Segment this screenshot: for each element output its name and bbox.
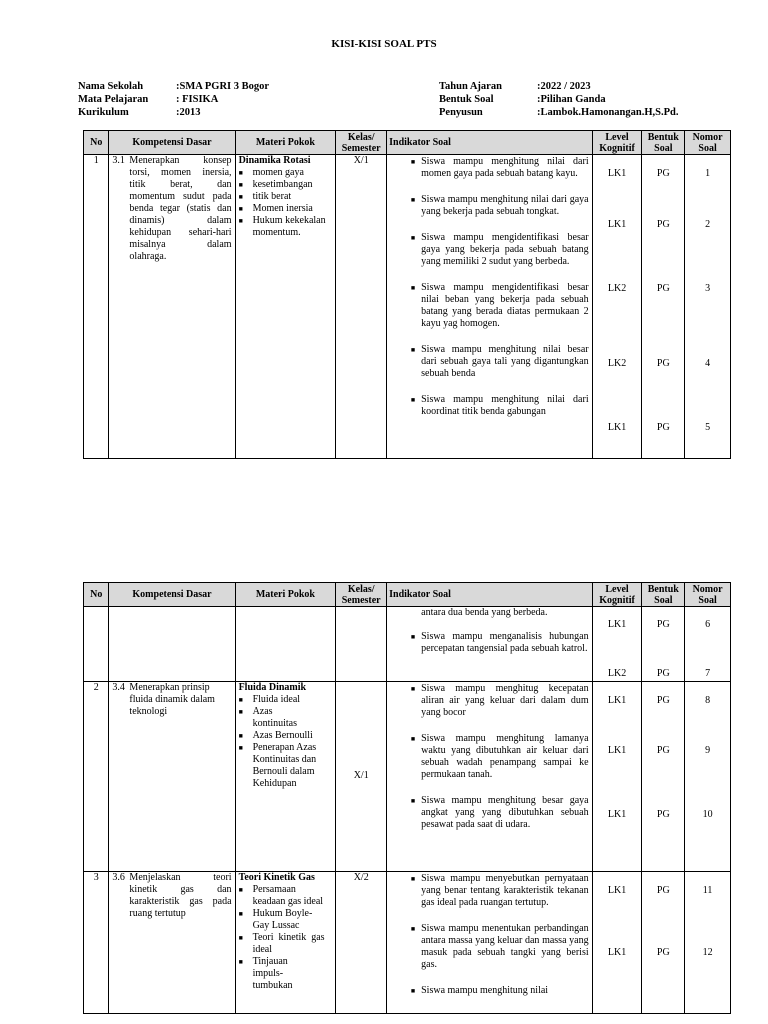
level-value: LK1 bbox=[607, 168, 627, 179]
info-label: Mata Pelajaran bbox=[78, 94, 149, 105]
header-level: Level Kognitif bbox=[592, 583, 642, 607]
indikator-cell bbox=[387, 682, 592, 872]
kd-cell bbox=[109, 682, 235, 872]
list-item bbox=[390, 683, 588, 719]
list-item bbox=[239, 179, 333, 191]
level-value: LK2 bbox=[607, 283, 627, 294]
list-item bbox=[239, 730, 333, 742]
table-row bbox=[84, 155, 731, 459]
list-item bbox=[390, 733, 588, 781]
header-nomor: Nomor Soal bbox=[685, 583, 731, 607]
table-header-row bbox=[84, 131, 731, 155]
materi-item: Azas Bernoulli bbox=[252, 730, 313, 741]
bullet-icon: ■ bbox=[238, 205, 243, 213]
bentuk-value: PG bbox=[656, 168, 670, 179]
info-label: Tahun Ajaran bbox=[439, 81, 502, 92]
materi-cell bbox=[235, 607, 336, 682]
list-item bbox=[390, 232, 588, 268]
info-right bbox=[439, 80, 679, 119]
bullet-icon: ■ bbox=[410, 396, 416, 404]
materi-item: Azas kontinuitas bbox=[252, 706, 298, 729]
header-kd: Kompetensi Dasar bbox=[109, 131, 235, 155]
indikator-text: Siswa mampu menentukan perbandingan antara massa yang keluar dan massa yang masuk pada sebuah tangki yang berisi gas. bbox=[421, 923, 589, 970]
list-item bbox=[239, 191, 333, 203]
header-no: No bbox=[84, 583, 109, 607]
bullet-icon: ■ bbox=[410, 234, 416, 242]
bentuk-value: PG bbox=[656, 745, 670, 756]
level-value: LK1 bbox=[607, 947, 627, 958]
list-item bbox=[390, 873, 588, 909]
indikator-text: Siswa mampu menganalisis hubungan percepatan tangensial pada sebuah katrol. bbox=[421, 631, 589, 654]
kd-text: Menerapkan prinsip fluida dinamik dalam teknologi bbox=[129, 682, 215, 717]
level-value: LK1 bbox=[607, 885, 627, 896]
list-item bbox=[390, 631, 588, 655]
header-nomor: Nomor Soal bbox=[685, 131, 731, 155]
kelas-cell: X/2 bbox=[336, 872, 387, 1014]
kd-cell bbox=[109, 607, 235, 682]
nomor-cell bbox=[685, 155, 731, 459]
kelas-cell bbox=[336, 682, 387, 872]
materi-item: Penerapan Azas Kontinuitas dan Bernouli dalam Kehidupan bbox=[252, 742, 317, 789]
bullet-icon: ■ bbox=[410, 196, 416, 204]
info-label: Penyusun bbox=[439, 107, 483, 118]
bullet-icon: ■ bbox=[410, 987, 416, 995]
materi-title: Teori Kinetik Gas bbox=[238, 872, 315, 883]
info-value: :Lambok.Hamonangan.H,S.Pd. bbox=[537, 107, 679, 118]
nomor-value: 5 bbox=[705, 422, 711, 433]
materi-cell bbox=[235, 682, 336, 872]
indikator-text: Siswa mampu menghitug kecepatan aliran air yang keluar dari dalam dum yang bocor bbox=[421, 683, 589, 718]
bullet-icon: ■ bbox=[238, 958, 243, 966]
list-item bbox=[239, 167, 333, 179]
materi-title: Fluida Dinamik bbox=[238, 682, 307, 693]
bentuk-value: PG bbox=[656, 422, 670, 433]
bullet-icon: ■ bbox=[238, 181, 243, 189]
kisi-table-page-1 bbox=[83, 130, 731, 459]
row-no: 3 bbox=[84, 872, 109, 1014]
indikator-text: Siswa mampu menghitung nilai dari koordinat titik benda gabungan bbox=[421, 394, 589, 417]
bullet-icon: ■ bbox=[238, 169, 243, 177]
materi-cell bbox=[235, 155, 336, 459]
bullet-icon: ■ bbox=[410, 346, 416, 354]
header-materi: Materi Pokok bbox=[235, 131, 336, 155]
nomor-value: 7 bbox=[705, 668, 711, 679]
info-row-year bbox=[439, 80, 679, 93]
materi-item: Persamaan keadaan gas ideal bbox=[252, 884, 324, 907]
nomor-value: 9 bbox=[705, 745, 711, 756]
list-item bbox=[390, 156, 588, 180]
list-item bbox=[390, 282, 588, 330]
bentuk-value: PG bbox=[656, 619, 670, 630]
list-item bbox=[239, 203, 333, 215]
header-level: Level Kognitif bbox=[592, 131, 642, 155]
kelas-value: X/1 bbox=[353, 770, 369, 781]
document-title: KISI-KISI SOAL PTS bbox=[331, 38, 437, 50]
level-cell bbox=[592, 682, 642, 872]
bullet-icon: ■ bbox=[238, 886, 243, 894]
kd-number: 3.1 bbox=[112, 155, 125, 166]
kisi-table-page-2 bbox=[83, 582, 731, 1014]
kelas-cell: X/1 bbox=[336, 155, 387, 459]
bentuk-value: PG bbox=[656, 809, 670, 820]
indikator-text: Siswa mampu menghitung besar gaya angkat yang yang dibutuhkan sebuah pesawat pada saat di udara. bbox=[421, 795, 589, 830]
nomor-value: 1 bbox=[705, 168, 711, 179]
level-value: LK1 bbox=[607, 809, 627, 820]
list-item bbox=[390, 344, 588, 380]
nomor-value: 10 bbox=[702, 809, 713, 820]
header-materi: Materi Pokok bbox=[235, 583, 336, 607]
header-kd: Kompetensi Dasar bbox=[109, 583, 235, 607]
list-item bbox=[390, 795, 588, 831]
nomor-value: 3 bbox=[705, 283, 711, 294]
nomor-value: 12 bbox=[702, 947, 713, 958]
info-row-subject bbox=[78, 93, 269, 106]
bullet-icon: ■ bbox=[238, 193, 243, 201]
row-no: 1 bbox=[84, 155, 109, 459]
kd-number: 3.6 bbox=[112, 872, 125, 883]
indikator-text: Siswa mampu menghitung nilai dari momen gaya pada sebuah batang kayu. bbox=[421, 156, 589, 179]
info-value: :Pilihan Ganda bbox=[537, 94, 606, 105]
bullet-icon: ■ bbox=[238, 934, 243, 942]
list-item bbox=[239, 956, 333, 992]
info-left bbox=[78, 80, 269, 119]
indikator-text: Siswa mampu menghitung lamanya waktu yang dibutuhkan air keluar dari sebuah wadah penampang sampai ke permukaan tanah. bbox=[421, 733, 589, 780]
bullet-icon: ■ bbox=[410, 633, 416, 641]
level-cell bbox=[592, 872, 642, 1014]
list-item bbox=[239, 694, 333, 706]
kd-text: Menerapkan konsep torsi, momen inersia, titik berat, dan momentum sudut pada benda tegar (statis dan dinamis) dalam kehidupan sehari-hari misalnya dalam olahraga. bbox=[129, 155, 232, 262]
header-indikator: Indikator Soal bbox=[387, 583, 592, 607]
bullet-icon: ■ bbox=[238, 696, 243, 704]
nomor-cell bbox=[685, 607, 731, 682]
bentuk-value: PG bbox=[656, 885, 670, 896]
info-value: : FISIKA bbox=[176, 94, 219, 105]
info-row-curriculum bbox=[78, 106, 269, 119]
list-item bbox=[239, 932, 333, 956]
list-item bbox=[390, 394, 588, 418]
bentuk-value: PG bbox=[656, 695, 670, 706]
list-item bbox=[390, 985, 588, 997]
kd-cell bbox=[109, 155, 235, 459]
bullet-icon: ■ bbox=[410, 685, 416, 693]
bullet-icon: ■ bbox=[410, 875, 416, 883]
materi-item: kesetimbangan bbox=[252, 179, 313, 190]
nomor-value: 4 bbox=[705, 358, 711, 369]
indikator-cell bbox=[387, 872, 592, 1014]
nomor-cell bbox=[685, 872, 731, 1014]
list-item bbox=[239, 215, 333, 239]
level-cell bbox=[592, 155, 642, 459]
table-header-row bbox=[84, 583, 731, 607]
bentuk-value: PG bbox=[656, 219, 670, 230]
materi-item: Tinjauan impuls-tumbukan bbox=[252, 956, 293, 991]
header-bentuk: Bentuk Soal bbox=[642, 583, 685, 607]
indikator-cell bbox=[387, 607, 592, 682]
materi-title: Dinamika Rotasi bbox=[238, 155, 311, 166]
bentuk-cell bbox=[642, 155, 685, 459]
nomor-value: 6 bbox=[705, 619, 711, 630]
list-item bbox=[239, 908, 333, 932]
materi-item: titik berat bbox=[252, 191, 292, 202]
table-row bbox=[84, 607, 731, 682]
info-value: :SMA PGRI 3 Bogor bbox=[176, 81, 270, 92]
bullet-icon: ■ bbox=[410, 735, 416, 743]
level-value: LK2 bbox=[607, 668, 627, 679]
bullet-icon: ■ bbox=[238, 708, 243, 716]
info-label: Kurikulum bbox=[78, 107, 129, 118]
indikator-continuation: antara dua benda yang berbeda. bbox=[421, 607, 548, 618]
kelas-cell bbox=[336, 607, 387, 682]
list-item bbox=[239, 884, 333, 908]
level-value: LK1 bbox=[607, 745, 627, 756]
bentuk-cell bbox=[642, 872, 685, 1014]
row-no bbox=[84, 607, 109, 682]
level-value: LK1 bbox=[607, 219, 627, 230]
info-row-type bbox=[439, 93, 679, 106]
bullet-icon: ■ bbox=[410, 797, 416, 805]
bullet-icon: ■ bbox=[410, 925, 416, 933]
materi-item: Teori kinetik gas ideal bbox=[252, 932, 325, 955]
bullet-icon: ■ bbox=[238, 744, 243, 752]
indikator-text: Siswa mampu mengidentifikasi besar gaya yang bekerja pada sebuah batang yang memiliki 2 sudut yang berbeda. bbox=[421, 232, 589, 267]
info-label: Bentuk Soal bbox=[439, 94, 494, 105]
bentuk-value: PG bbox=[656, 668, 670, 679]
bullet-icon: ■ bbox=[238, 732, 243, 740]
materi-item: Momen inersia bbox=[252, 203, 313, 214]
bullet-icon: ■ bbox=[410, 158, 416, 166]
nomor-value: 11 bbox=[702, 885, 713, 896]
table-row bbox=[84, 682, 731, 872]
indikator-text: Siswa mampu menghitung nilai bbox=[421, 985, 549, 996]
level-value: LK2 bbox=[607, 358, 627, 369]
bentuk-value: PG bbox=[656, 947, 670, 958]
header-bentuk: Bentuk Soal bbox=[642, 131, 685, 155]
info-row-author bbox=[439, 106, 679, 119]
kd-text: Menjelaskan teori kinetik gas dan karakteristik gas pada ruang tertutup bbox=[129, 872, 232, 919]
level-cell bbox=[592, 607, 642, 682]
list-item bbox=[239, 706, 333, 730]
header-kelas: Kelas/ Semester bbox=[336, 583, 387, 607]
indikator-text: Siswa mampu menghitung nilai dari gaya yang bekerja pada sebuah tongkat. bbox=[421, 194, 589, 217]
level-value: LK1 bbox=[607, 619, 627, 630]
materi-item: Hukum Boyle-Gay Lussac bbox=[252, 908, 313, 931]
indikator-cell bbox=[387, 155, 592, 459]
bullet-icon: ■ bbox=[238, 217, 243, 225]
indikator-text: Siswa mampu menghitung nilai besar dari sebuah gaya tali yang digantungkan sebuah benda bbox=[421, 344, 589, 379]
materi-cell bbox=[235, 872, 336, 1014]
info-value: :2013 bbox=[176, 107, 201, 118]
level-value: LK1 bbox=[607, 695, 627, 706]
bentuk-cell bbox=[642, 607, 685, 682]
indikator-text: Siswa mampu menyebutkan pernyataan yang benar tentang karakteristik tekanan gas ideal pada ruangan tertutup. bbox=[421, 873, 589, 908]
bentuk-value: PG bbox=[656, 283, 670, 294]
bullet-icon: ■ bbox=[238, 910, 243, 918]
header-indikator: Indikator Soal bbox=[387, 131, 592, 155]
header-no: No bbox=[84, 131, 109, 155]
kd-number: 3.4 bbox=[112, 682, 125, 693]
list-item bbox=[239, 742, 333, 790]
list-item bbox=[390, 194, 588, 218]
bentuk-value: PG bbox=[656, 358, 670, 369]
nomor-value: 8 bbox=[705, 695, 711, 706]
list-item bbox=[390, 923, 588, 971]
info-row-school bbox=[78, 80, 269, 93]
nomor-value: 2 bbox=[705, 219, 711, 230]
table-row bbox=[84, 872, 731, 1014]
indikator-text: Siswa mampu mengidentifikasi besar nilai beban yang bekerja pada sebuah batang yang berada diatas permukaan 2 kayu yag homogen. bbox=[421, 282, 589, 329]
info-value: :2022 / 2023 bbox=[537, 81, 591, 92]
nomor-cell bbox=[685, 682, 731, 872]
info-label: Nama Sekolah bbox=[78, 81, 144, 92]
row-no: 2 bbox=[84, 682, 109, 872]
materi-item: momen gaya bbox=[252, 167, 304, 178]
bullet-icon: ■ bbox=[410, 284, 416, 292]
materi-item: Hukum kekekalan momentum. bbox=[252, 215, 326, 238]
kd-cell bbox=[109, 872, 235, 1014]
materi-item: Fluida ideal bbox=[252, 694, 301, 705]
level-value: LK1 bbox=[607, 422, 627, 433]
bentuk-cell bbox=[642, 682, 685, 872]
header-kelas: Kelas/ Semester bbox=[336, 131, 387, 155]
